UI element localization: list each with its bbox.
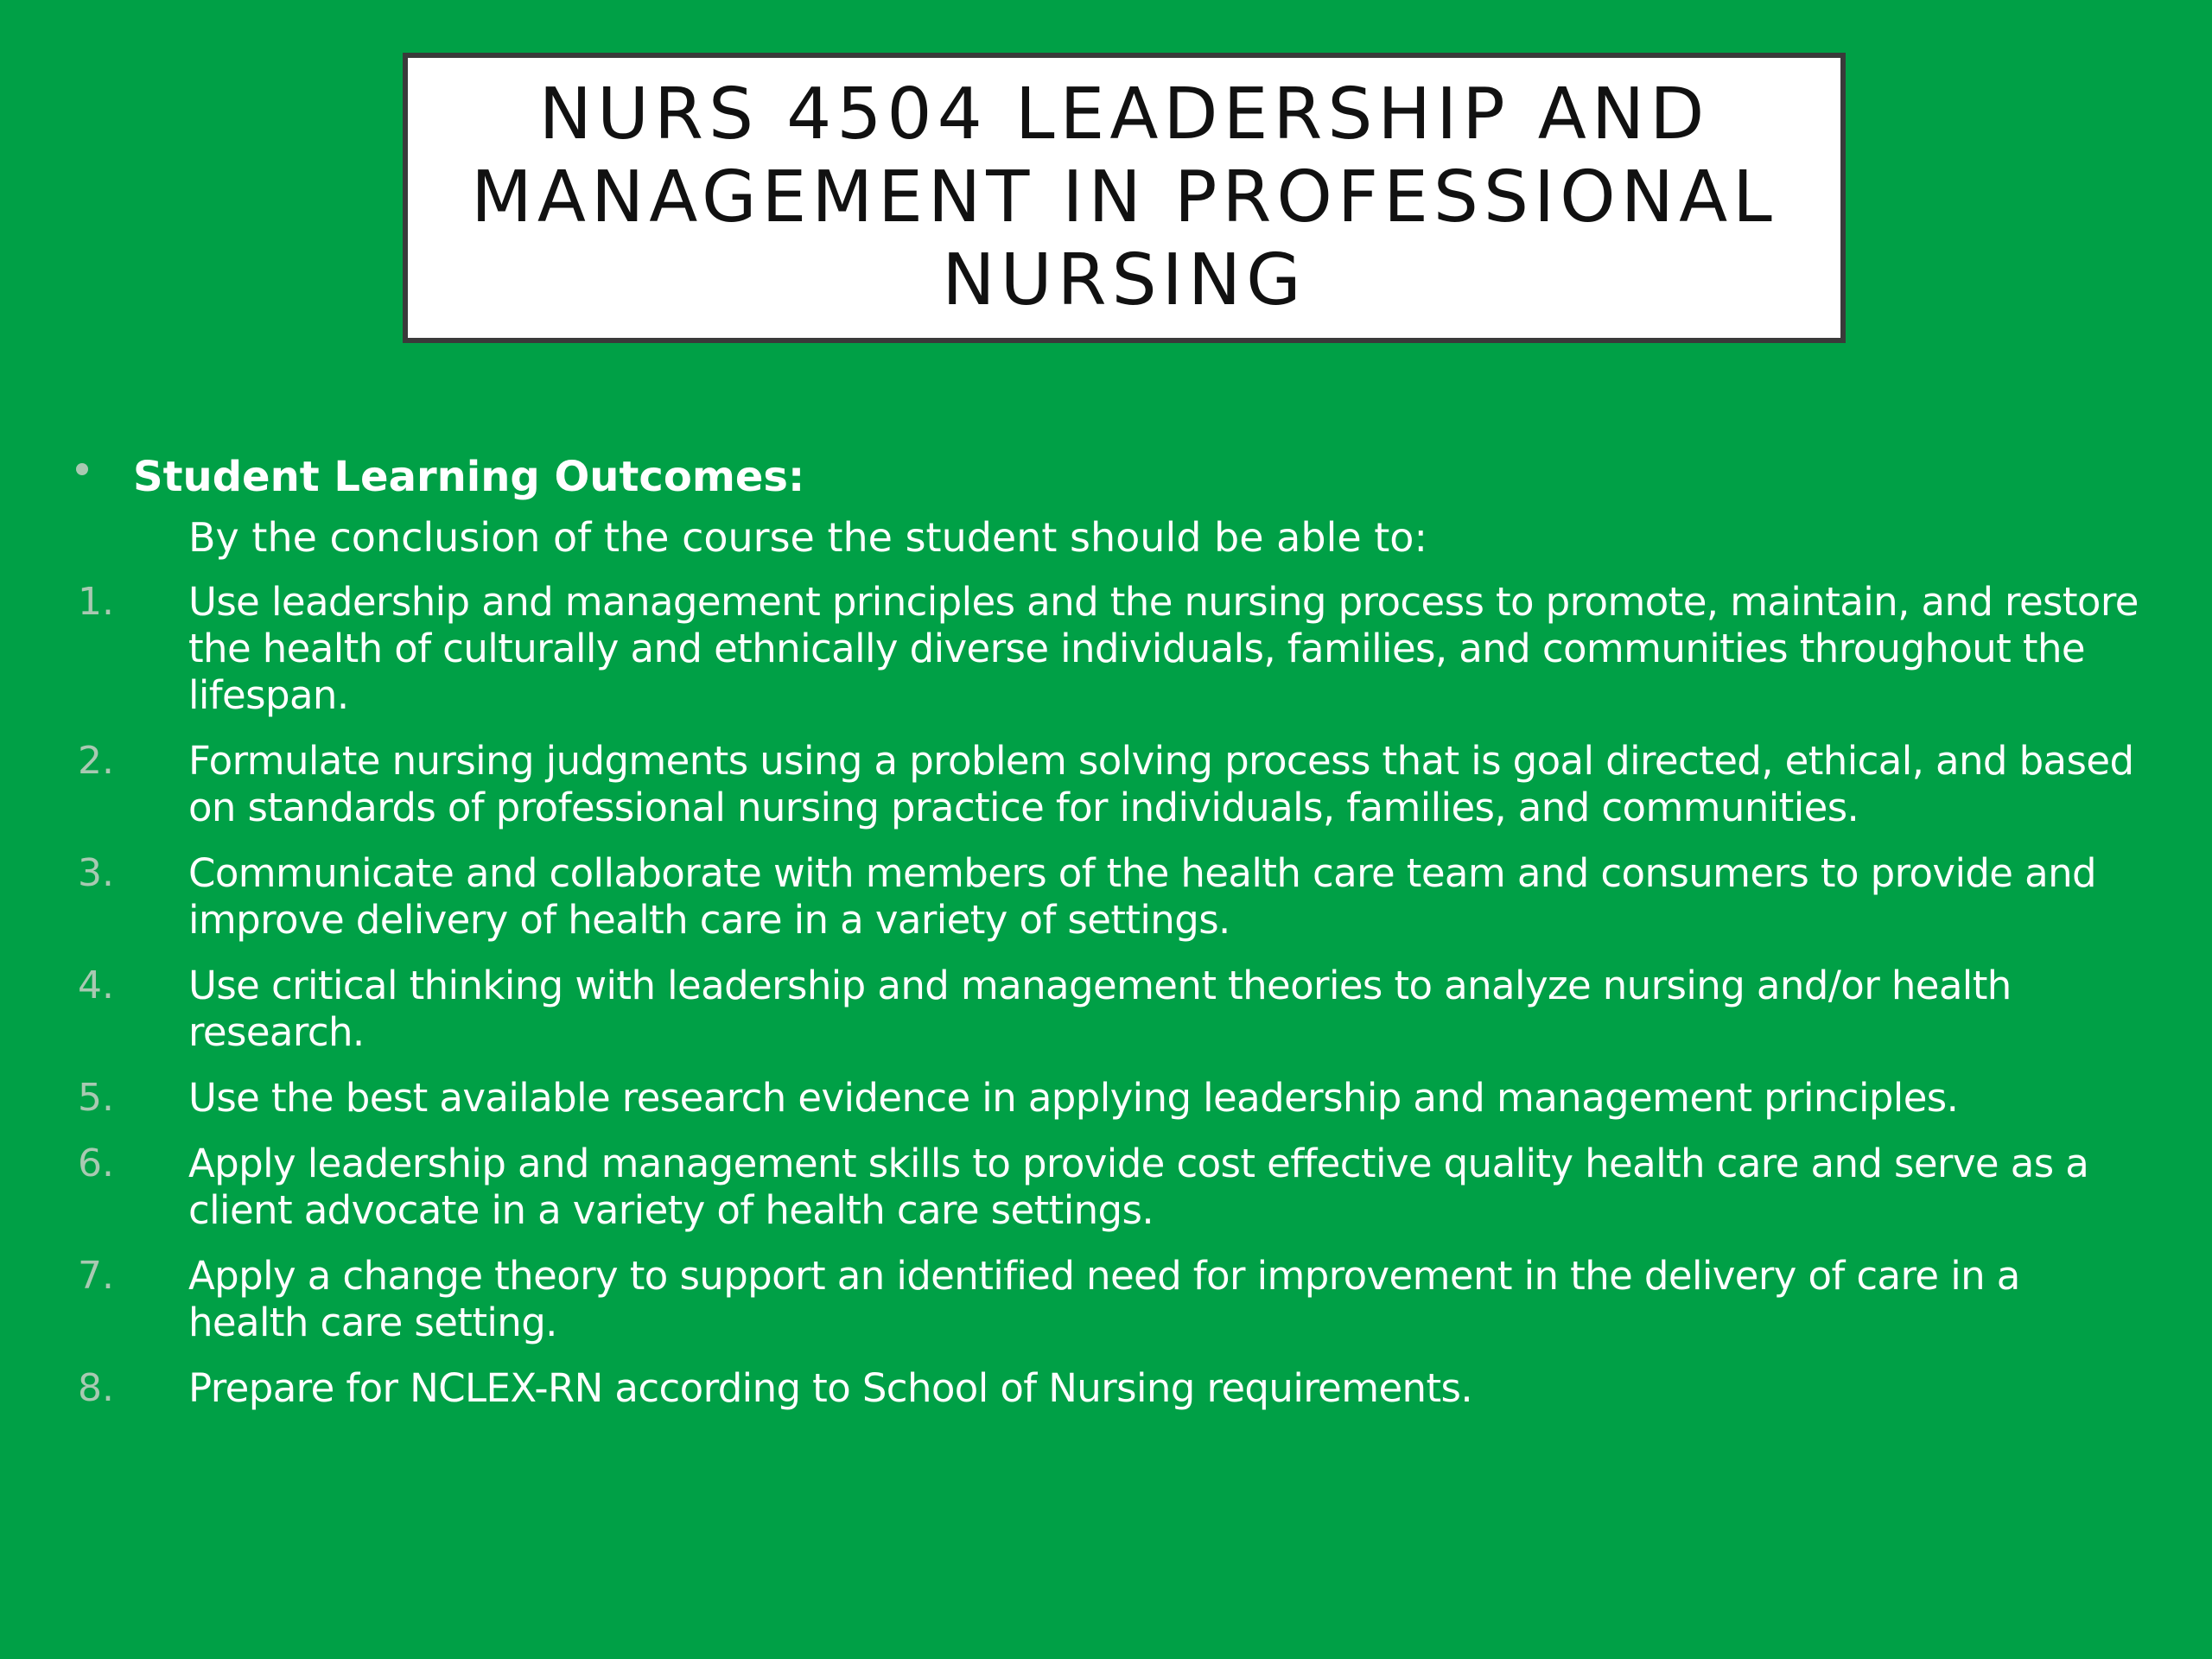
- list-item: [0, 850, 2212, 944]
- outcome-text: Formulate nursing judgments using a problem solving process that is goal directed, ethical, and based on standards of professional nursing practice for individuals, families, and communities.: [188, 738, 2134, 830]
- outcome-number: 8.: [78, 1366, 114, 1410]
- list-item: [0, 1365, 2212, 1412]
- outcome-number: 7.: [78, 1254, 114, 1298]
- outcome-text: Use critical thinking with leadership and management theories to analyze nursing and/or health research.: [188, 963, 2012, 1055]
- list-item: [0, 1141, 2212, 1234]
- outcome-text: Use leadership and management principles and the nursing process to promote, maintain, and restore the health of culturally and ethnically diverse individuals, families, and communities throughout the lifespan.: [188, 579, 2139, 718]
- list-item: [0, 738, 2212, 831]
- outcome-text: Communicate and collaborate with members of the health care team and consumers to provide and improve delivery of health care in a variety of settings.: [188, 850, 2096, 943]
- outcome-text: Prepare for NCLEX-RN according to School of Nursing requirements.: [188, 1365, 1473, 1411]
- outcome-number: 2.: [78, 739, 114, 783]
- outcomes-intro: By the conclusion of the course the student should be able to:: [188, 514, 1427, 561]
- bullet-icon: [76, 463, 88, 475]
- heading-row: [0, 449, 2212, 512]
- title-box: [403, 53, 1846, 343]
- outcome-text: Apply a change theory to support an identified need for improvement in the delivery of care in a health care setting.: [188, 1253, 2020, 1345]
- outcomes-list: [0, 579, 2212, 1412]
- outcome-number: 3.: [78, 851, 114, 895]
- outcome-text: Use the best available research evidence in applying leadership and management principles.: [188, 1075, 1959, 1121]
- outcome-text: Apply leadership and management skills to provide cost effective quality health care and serve as a client advocate in a variety of health care settings.: [188, 1141, 2089, 1233]
- outcomes-heading: Student Learning Outcomes:: [133, 453, 805, 501]
- outcome-number: 5.: [78, 1076, 114, 1120]
- outcome-number: 4.: [78, 963, 114, 1007]
- slide-title: NURS 4504 LEADERSHIP AND MANAGEMENT IN PROFESSIONAL NURSING: [471, 73, 1777, 321]
- list-item: [0, 963, 2212, 1056]
- outcome-number: 1.: [78, 580, 114, 624]
- list-item: [0, 1075, 2212, 1122]
- outcome-number: 6.: [78, 1141, 114, 1185]
- slide-content: [0, 449, 2212, 1431]
- list-item: [0, 1253, 2212, 1346]
- list-item: [0, 579, 2212, 719]
